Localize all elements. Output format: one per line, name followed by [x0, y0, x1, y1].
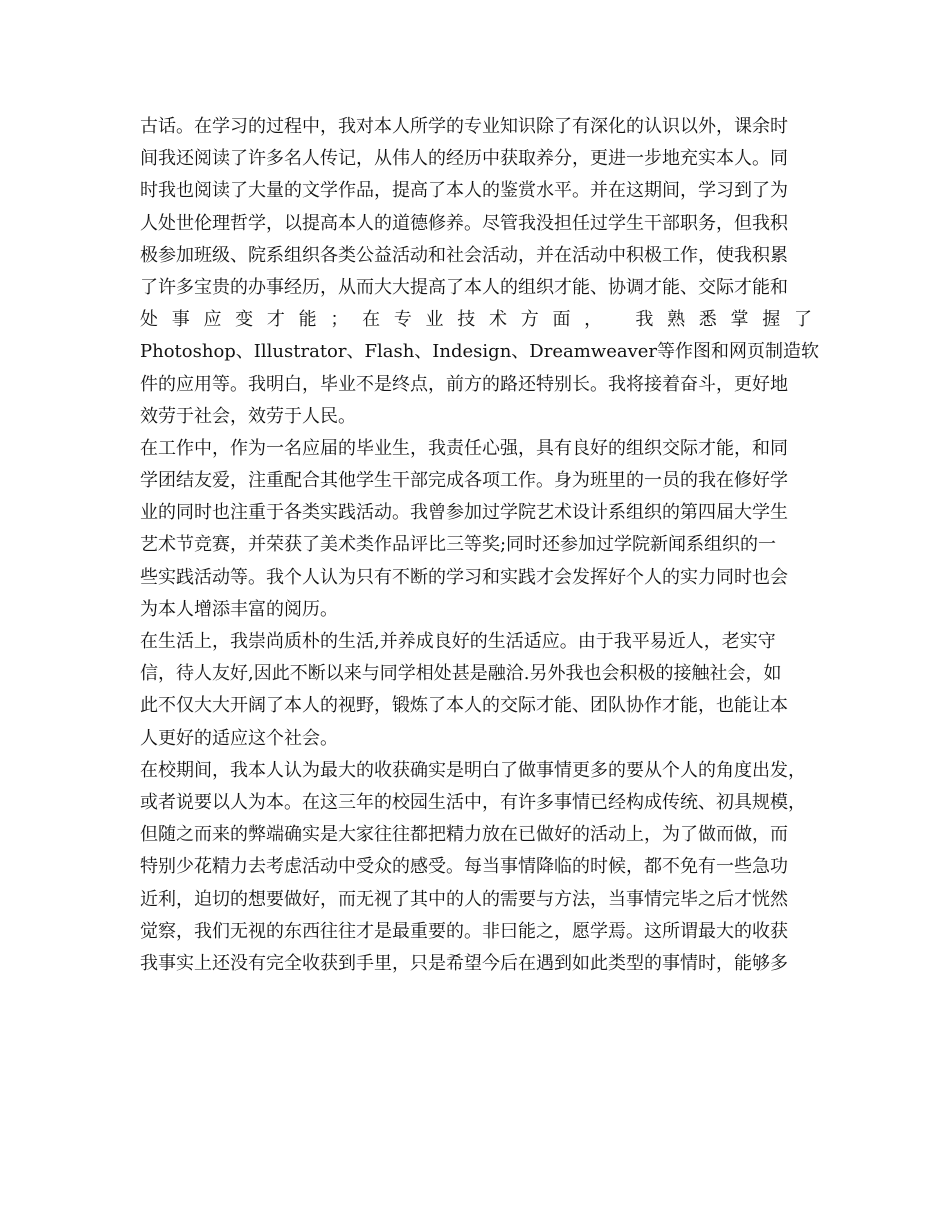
text-line: 在校期间，我本人认为最大的收获确实是明白了做事情更多的要从个人的角度出发， [140, 759, 806, 781]
text-line: 人更好的适应这个社会。 [140, 727, 338, 749]
text-line: 我事实上还没有完全收获到手里，只是希望今后在遇到如此类型的事情时，能够多 [140, 952, 788, 974]
text-line: 人处世伦理哲学，以提高本人的道德修养。尽管我没担任过学生干部职务，但我积 [140, 212, 788, 234]
text-line: 时我也阅读了大量的文学作品，提高了本人的鉴赏水平。并在这期间，学习到了为 [140, 180, 788, 202]
paragraph-life [140, 626, 812, 755]
text-line: 间我还阅读了许多名人传记，从伟人的经历中获取养分，更进一步地充实本人。同 [140, 148, 788, 170]
text-line: 业的同时也注重于各类实践活动。我曾参加过学院艺术设计系组织的第四届大学生 [140, 502, 788, 524]
text-line: 为本人增添丰富的阅历。 [140, 598, 338, 620]
text-line: 或者说要以人为本。在这三年的校园生活中，有许多事情已经构成传统、初具规模， [140, 791, 806, 813]
text-line: 处事应变才能；在专业技术方面， 我熟悉掌握了 [140, 309, 812, 331]
text-line: 觉察，我们无视的东西往往才是最重要的。非曰能之，愿学焉。这所谓最大的收获 [140, 920, 788, 942]
text-line: 在生活上，我崇尚质朴的生活,并养成良好的生活适应。由于我平易近人，老实守 [140, 631, 776, 652]
text-line: 了许多宝贵的办事经历，从而大大提高了本人的组织才能、协调才能、交际才能和 [140, 276, 788, 298]
text-line: 效劳于社会，效劳于人民。 [140, 405, 356, 427]
paragraph-school [140, 755, 812, 980]
text-line: Photoshop、Illustrator、Flash、Indesign、Dreamweaver等作图和网页制造软 [140, 341, 819, 363]
text-line: 学团结友爱，注重配合其他学生干部完成各项工作。身为班里的一员的我在修好学 [140, 470, 788, 492]
text-line: 些实践活动等。我个人认为只有不断的学习和实践才会发挥好个人的实力同时也会 [140, 566, 788, 588]
text-line: 极参加班级、院系组织各类公益活动和社会活动，并在活动中积极工作，使我积累 [140, 244, 788, 266]
text-line: 特别少花精力去考虑活动中受众的感受。每当事情降临的时候，都不免有一些急功 [140, 856, 788, 878]
text-line: 艺术节竞赛，并荣获了美术类作品评比三等奖;同时还参加过学院新闻系组织的一 [140, 534, 777, 556]
text-line: 但随之而来的弊端确实是大家往往都把精力放在已做好的活动上，为了做而做，而 [140, 824, 788, 846]
text-line: 近利，迫切的想要做好，而无视了其中的人的需要与方法，当事情完毕之后才恍然 [140, 888, 788, 910]
text-line: 此不仅大大开阔了本人的视野，锻炼了本人的交际才能、团队协作才能，也能让本 [140, 695, 788, 717]
text-line: 在工作中，作为一名应届的毕业生，我责任心强，具有良好的组织交际才能，和同 [140, 437, 788, 459]
text-line: 信，待人友好,因此不断以来与同学相处甚是融洽.另外我也会积极的接触社会，如 [140, 663, 782, 685]
paragraph-study [140, 111, 819, 433]
text-line: 古话。在学习的过程中，我对本人所学的专业知识除了有深化的认识以外，课余时 [140, 116, 788, 137]
document-body [140, 111, 819, 980]
text-line: 件的应用等。我明白，毕业不是终点，前方的路还特别长。我将接着奋斗，更好地 [140, 373, 788, 395]
paragraph-work [140, 433, 812, 626]
